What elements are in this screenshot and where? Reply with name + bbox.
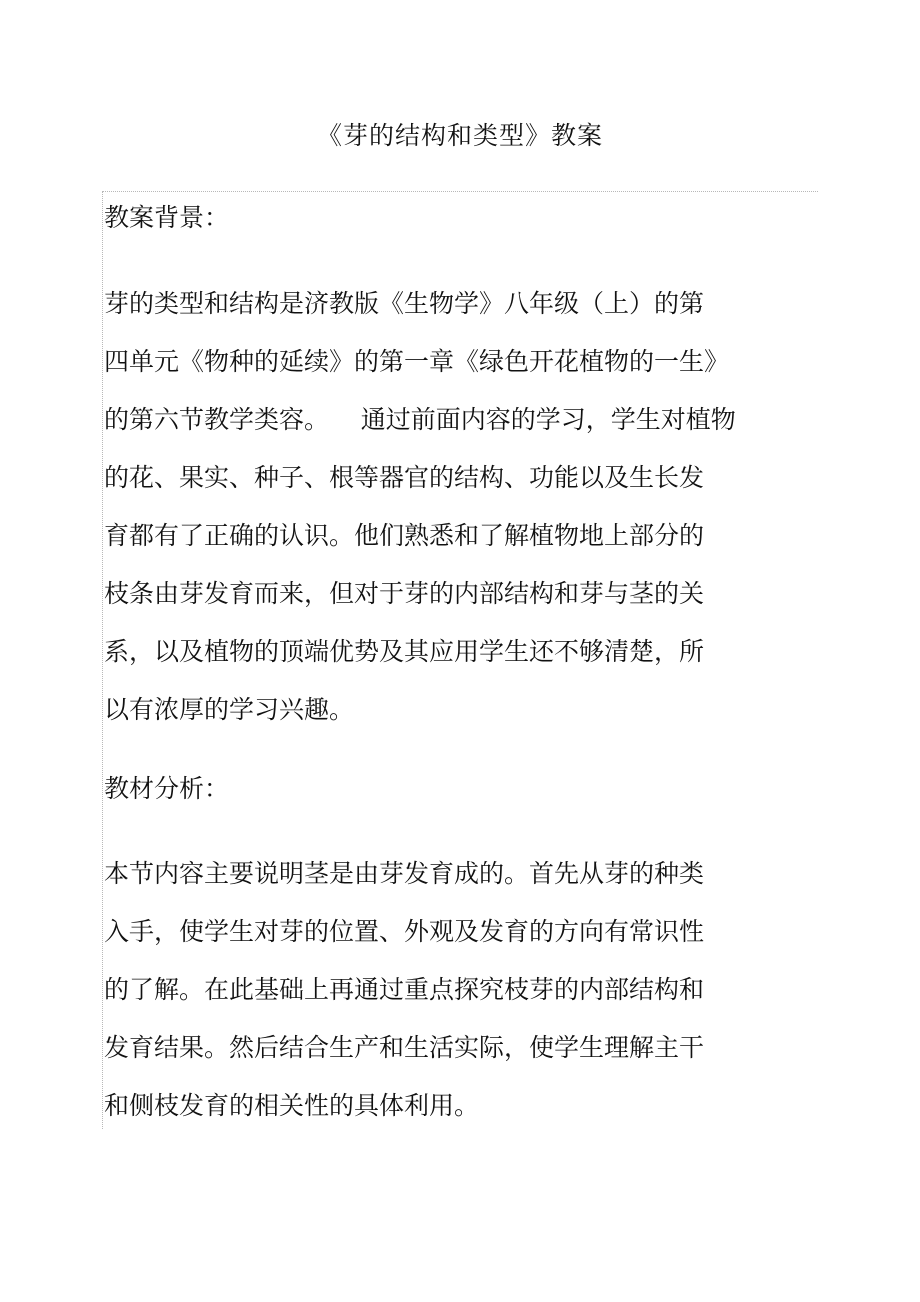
paragraph-line: 本节内容主要说明茎是由芽发育成的。首先从芽的种类 — [104, 859, 705, 888]
paragraph-line: 育都有了正确的认识。他们熟悉和了解植物地上部分的 — [104, 521, 705, 550]
section-paragraph-material-analysis — [104, 856, 704, 1146]
paragraph-line: 的了解。在此基础上再通过重点探究枝芽的内部结构和 — [104, 975, 705, 1004]
section-heading-background: 教案背景： — [104, 203, 230, 232]
top-divider — [102, 191, 818, 192]
section-paragraph-background — [104, 286, 736, 750]
paragraph-line: 以有浓厚的学习兴趣。 — [104, 695, 355, 724]
section-heading-material-analysis: 教材分析： — [104, 774, 230, 803]
paragraph-line: 枝条由芽发育而来，但对于芽的内部结构和芽与茎的关 — [104, 579, 705, 608]
paragraph-line: 发育结果。然后结合生产和生活实际，使学生理解主干 — [104, 1033, 705, 1062]
paragraph-line: 的花、果实、种子、根等器官的结构、功能以及生长发 — [104, 463, 705, 492]
document-title: 《芽的结构和类型》教案 — [316, 121, 603, 150]
paragraph-line: 和侧枝发育的相关性的具体利用。 — [104, 1091, 480, 1120]
paragraph-line: 四单元《物种的延续》的第一章《绿色开花植物的一生》 — [104, 347, 730, 376]
paragraph-line: 入手，使学生对芽的位置、外观及发育的方向有常识性 — [104, 917, 705, 946]
left-margin-rule — [102, 191, 103, 1129]
paragraph-line: 芽的类型和结构是济教版《生物学》八年级（上）的第 — [104, 289, 705, 318]
paragraph-line: 系，以及植物的顶端优势及其应用学生还不够清楚，所 — [104, 637, 705, 666]
paragraph-line: 的第六节教学类容。 通过前面内容的学习，学生对植物 — [104, 405, 736, 434]
